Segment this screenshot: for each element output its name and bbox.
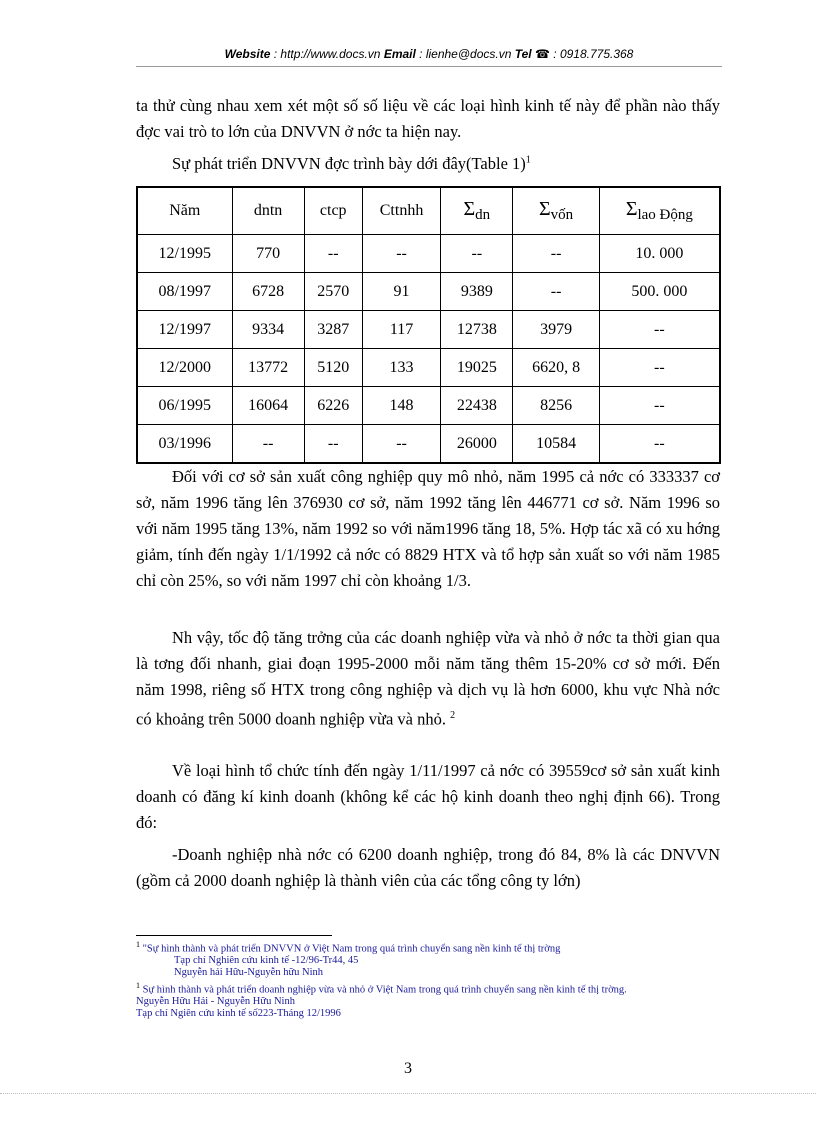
table-cell: --: [599, 311, 720, 349]
footnote-1: [136, 939, 720, 978]
table-cell: 133: [362, 349, 440, 387]
header-label: dn: [475, 207, 491, 223]
header-label: vốn: [550, 207, 574, 223]
page-header: [136, 47, 722, 61]
footnote-2-title: Sự hình thành và phát triển doanh nghiệp vừa và nhỏ ở Việt Nam trong quá trình chuyển sang nền kinh tế thị trờng.: [142, 984, 627, 996]
table-row: [137, 235, 720, 273]
header-label: lao Động: [637, 207, 693, 223]
table-cell: 19025: [441, 349, 513, 387]
caption-text: Sự phát triển DNVVN đợc trình bày dới đây(Table 1): [172, 154, 526, 173]
footnote-1-journal: Tạp chí Nghiên cứu kinh tế -12/96-Tr44, 45: [174, 955, 359, 966]
caption-footnote-ref: 1: [525, 154, 531, 166]
table-header-cell: [441, 187, 513, 235]
table-row: [137, 311, 720, 349]
paragraph-industrial-facilities: Đối với cơ sở sản xuất công nghiệp quy mô nhỏ, năm 1995 cả nớc có 333337 cơ sở, năm 1996 tăng lên 376930 cơ sở, năm 1992 tăng lên 446771 cơ sở. Năm 1996 so với năm 1995 tăng 13%, năm 1992 so với năm1996 tăng 18, 5%. Hợp tác xã có xu hớng giảm, tính đến ngày 1/1/1992 cả nớc có 8829 HTX và tổ hợp sản xuất so với năm 1985 chỉ còn 25%, so với năm 1997 chỉ còn khoảng 1/3.: [136, 467, 720, 590]
table-row: [137, 273, 720, 311]
table-cell: 117: [362, 311, 440, 349]
table-cell: 6620, 8: [513, 349, 599, 387]
table-cell: --: [304, 235, 362, 273]
website-label: Website: [224, 47, 271, 61]
sigma-symbol: Σ: [463, 198, 476, 220]
table-cell: 10584: [513, 425, 599, 464]
footnote-1-mark: 1: [136, 940, 140, 949]
table-cell: 500. 000: [599, 273, 720, 311]
footnote-2-authors: Nguyễn Hữu Hải - Nguyễn Hữu Ninh: [136, 996, 295, 1007]
phone-icon: ☎: [534, 47, 550, 61]
table-row: [137, 349, 720, 387]
page-number: 3: [404, 1060, 412, 1077]
table-cell: 26000: [441, 425, 513, 464]
table-cell: 16064: [232, 387, 304, 425]
table-cell: 06/1995: [137, 387, 232, 425]
table-cell: 2570: [304, 273, 362, 311]
table-cell: 8256: [513, 387, 599, 425]
table-cell: 9389: [441, 273, 513, 311]
footnote-2-journal: Tạp chí Ngiên cứu kinh tế số223-Tháng 12/1996: [136, 1007, 341, 1019]
table-cell: --: [304, 425, 362, 464]
table-header-cell: ctcp: [304, 187, 362, 235]
paragraph-state-enterprises: -Doanh nghiệp nhà nớc có 6200 doanh nghiệp, trong đó 84, 8% là các DNVVN (gồm cả 2000 doanh nghiệp là thành viên của các tổng công ty lớn): [136, 845, 720, 890]
paragraph-growth-rate: [136, 625, 720, 733]
table-cell: --: [513, 273, 599, 311]
table-cell: 9334: [232, 311, 304, 349]
table-cell: 03/1996: [137, 425, 232, 464]
table-cell: --: [599, 425, 720, 464]
table-cell: --: [513, 235, 599, 273]
paragraph-growth-text: Nh vậy, tốc độ tăng trởng của các doanh nghiệp vừa và nhỏ ở nớc ta thời gian qua là tơng đối nhanh, giai đoạn 1995-2000 mỗi năm tăng thêm 15-20% cơ sở mới. Đến năm 1998, riêng số HTX trong công nghiệp và dịch vụ là hơn 6000, khu vực Nhà nớc có khoảng trên 5000 doanh nghiệp vừa và nhỏ.: [136, 628, 720, 729]
table-cell: 3979: [513, 311, 599, 349]
paragraph-footnote-ref: 2: [450, 710, 456, 721]
table-caption: [172, 154, 531, 174]
tel-value: : 0918.775.368: [549, 47, 634, 61]
table-header-cell: Năm: [137, 187, 232, 235]
table-cell: --: [362, 235, 440, 273]
website-value: : http://www.docs.vn: [270, 47, 384, 61]
table-cell: 6728: [232, 273, 304, 311]
table-row: [137, 387, 720, 425]
data-table: [136, 186, 721, 464]
table-header-cell: dntn: [232, 187, 304, 235]
table-body: [137, 235, 720, 464]
table-header-row: [137, 187, 720, 235]
sigma-symbol: Σ: [539, 198, 551, 220]
table-cell: 148: [362, 387, 440, 425]
intro-paragraph: ta thử cùng nhau xem xét một số số liệu về các loại hình kinh tế này để phần nào thấy đợc vai trò to lớn của DNVVN ở nớc ta hiện nay.: [136, 96, 720, 141]
header-divider: [136, 66, 722, 67]
table-cell: --: [232, 425, 304, 464]
table-cell: 770: [232, 235, 304, 273]
table-cell: 13772: [232, 349, 304, 387]
table-cell: 08/1997: [137, 273, 232, 311]
table-cell: --: [599, 349, 720, 387]
table-header-cell: [513, 187, 599, 235]
table-header-cell: Cttnhh: [362, 187, 440, 235]
footnote-divider: [136, 935, 332, 936]
table-cell: 6226: [304, 387, 362, 425]
table-cell: 12/1997: [137, 311, 232, 349]
table-cell: 3287: [304, 311, 362, 349]
email-label: Email: [383, 47, 416, 61]
table-cell: --: [599, 387, 720, 425]
table-cell: --: [441, 235, 513, 273]
table-cell: 91: [362, 273, 440, 311]
table-cell: --: [362, 425, 440, 464]
table-cell: 22438: [441, 387, 513, 425]
footnote-1-authors: Nguyễn hải Hữu-Nguyễn hữu Ninh: [174, 966, 324, 978]
table-cell: 10. 000: [599, 235, 720, 273]
footnote-2-mark: 1: [136, 981, 140, 990]
table-cell: 12/2000: [137, 349, 232, 387]
page-bottom-divider: [0, 1093, 816, 1094]
tel-label: Tel: [514, 47, 532, 61]
table-header-cell: [599, 187, 720, 235]
table-row: [137, 425, 720, 464]
sigma-symbol: Σ: [625, 198, 638, 220]
paragraph-organization-types: Về loại hình tổ chức tính đến ngày 1/11/1997 cả nớc có 39559cơ sở sản xuất kinh doanh có đăng kí kinh doanh (không kể các hộ kinh doanh theo nghị định 66). Trong đó:: [136, 761, 720, 832]
email-value: : lienhe@docs.vn: [415, 47, 515, 61]
table-cell: 12738: [441, 311, 513, 349]
table-cell: 5120: [304, 349, 362, 387]
footnote-2: [136, 980, 720, 1019]
table-cell: 12/1995: [137, 235, 232, 273]
footnote-1-title: "Sự hình thành và phát triển DNVVN ở Việt Nam trong quá trình chuyển sang nền kinh tế thị trờng: [142, 943, 561, 955]
